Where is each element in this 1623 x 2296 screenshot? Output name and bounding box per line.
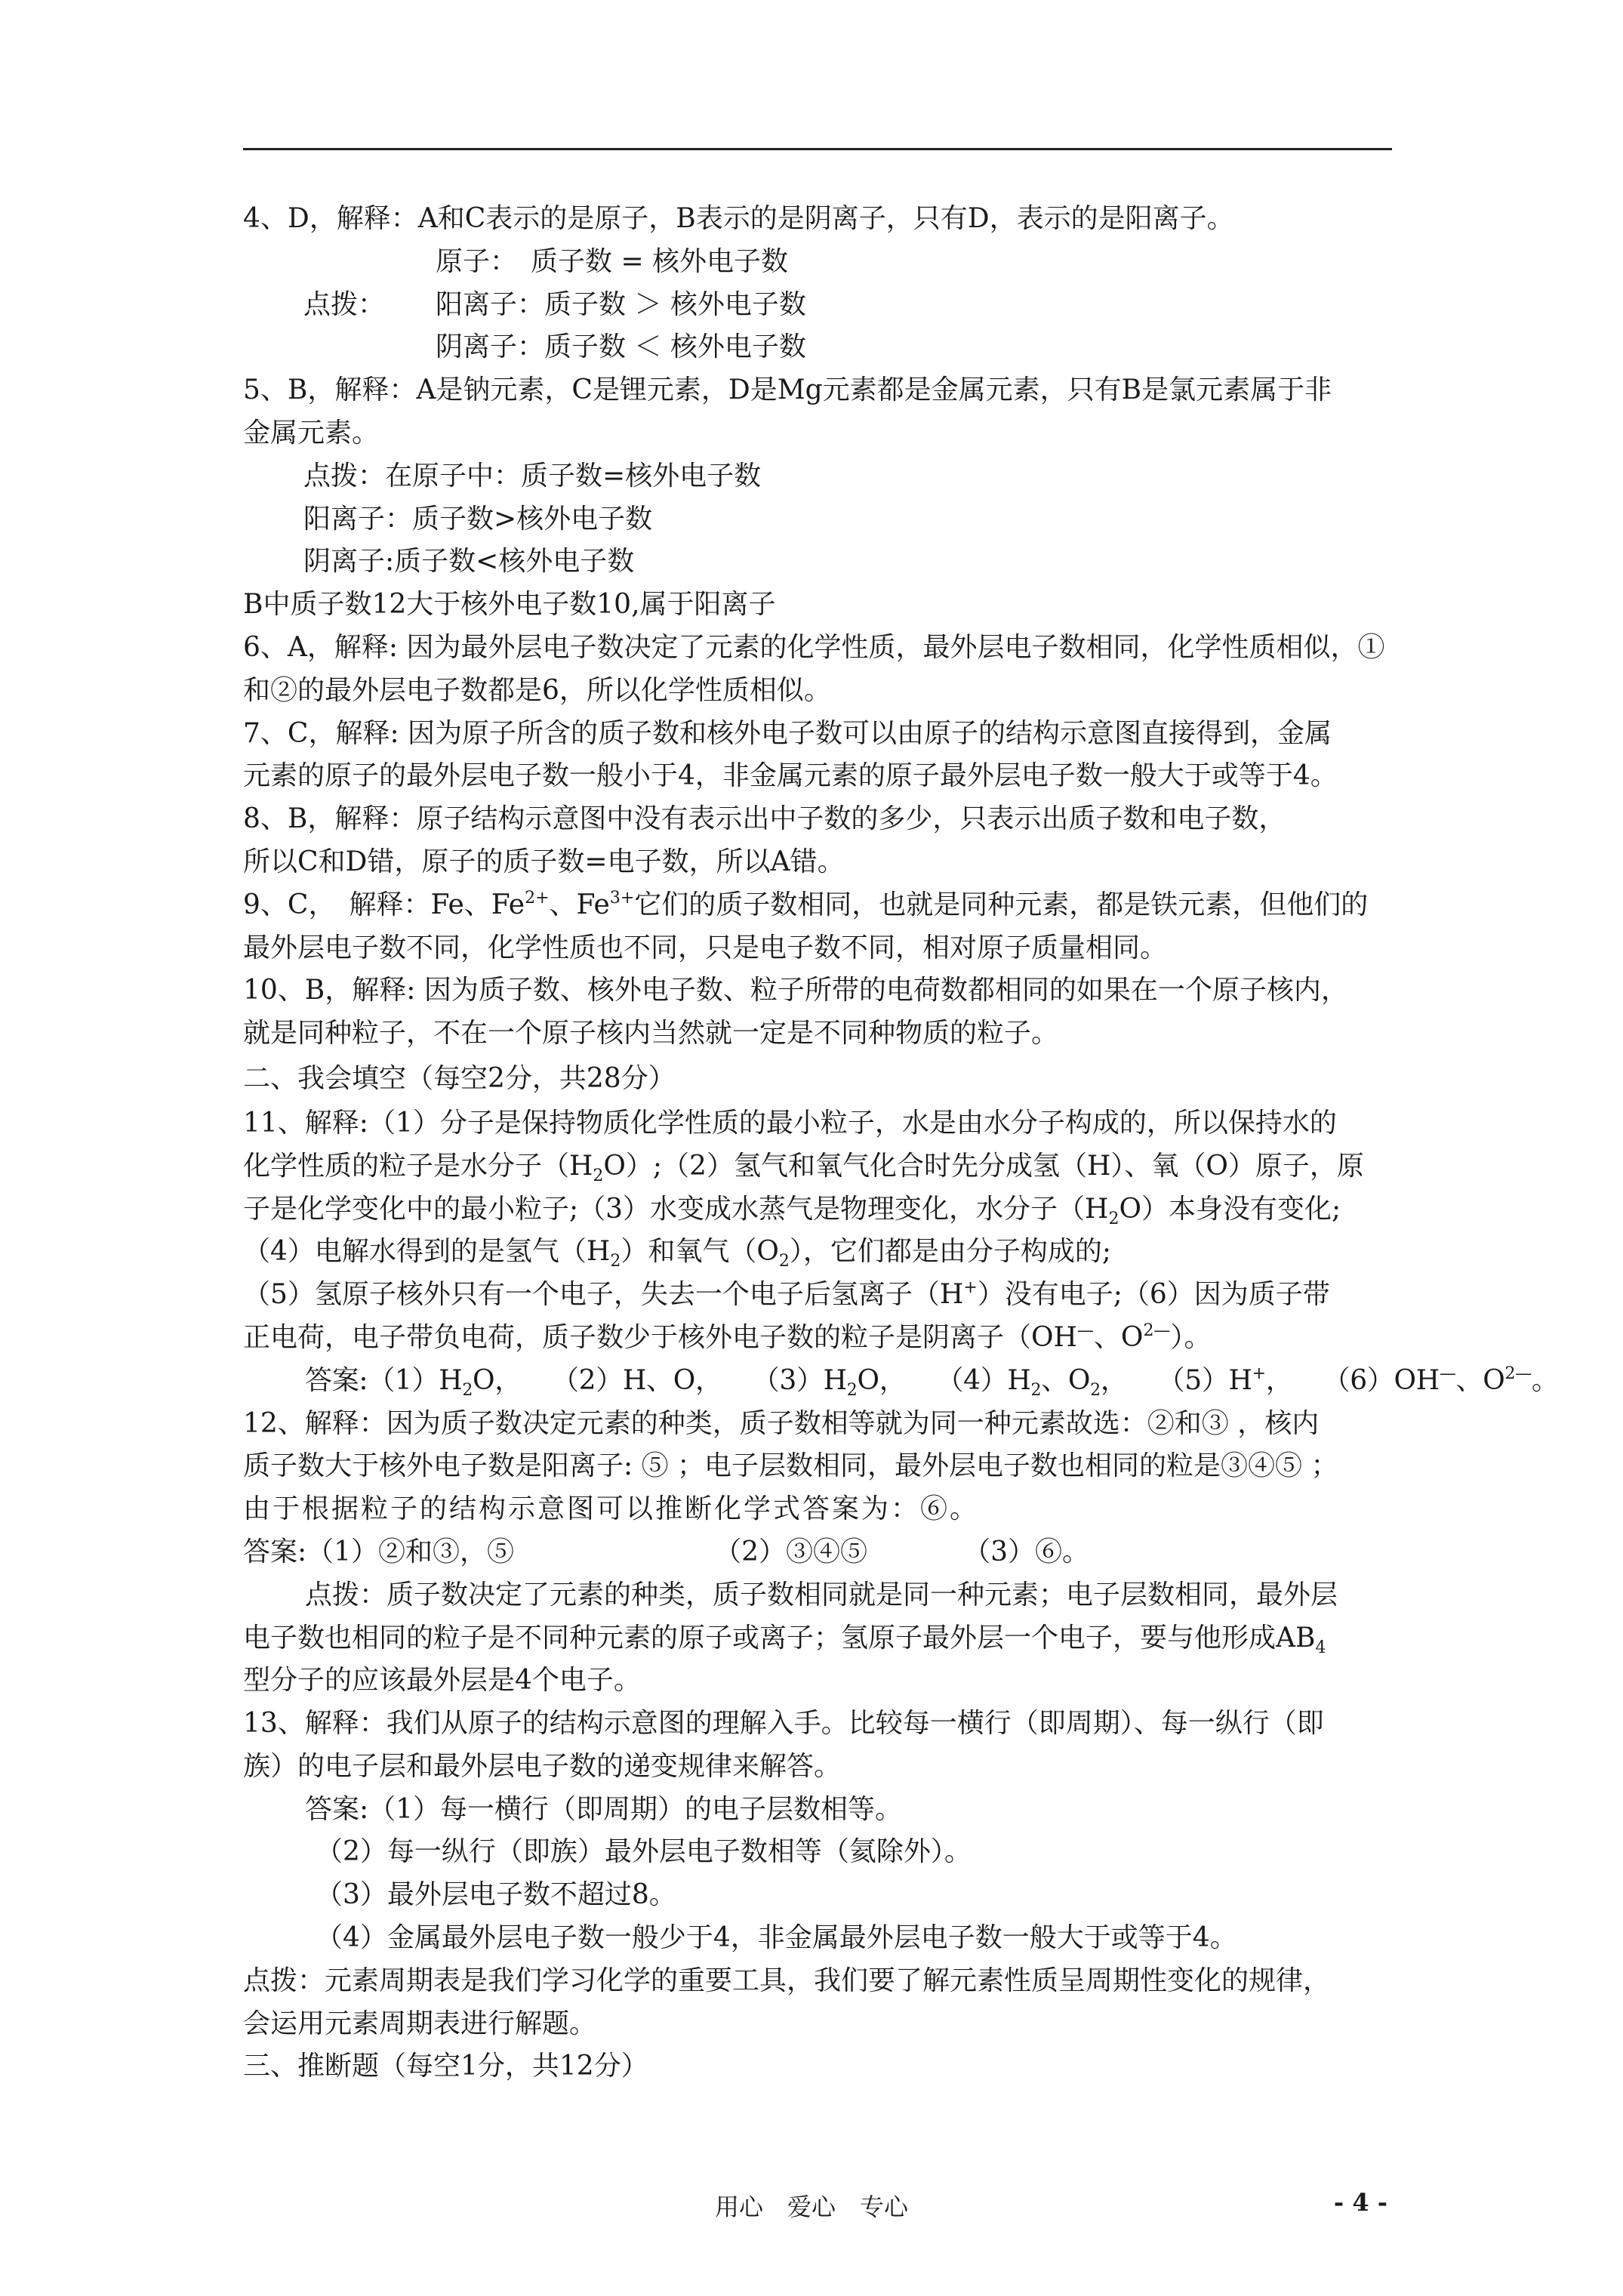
- q11-l3c: O）本身没有变化;: [1119, 1193, 1341, 1225]
- q11-a3e: O，: [857, 1364, 907, 1396]
- q11-l2b: 2: [593, 1166, 604, 1185]
- q9-line1: [243, 884, 1392, 927]
- q12-tip1: 点拨：质子数决定了元素的种类，质子数相同就是同一种元素；电子层数相同，最外层: [305, 1579, 1338, 1610]
- q12-line1: 12、解释：因为质子数决定元素的种类，质子数相等就为同一种元素故选：②和③ ，核内: [243, 1407, 1320, 1439]
- q12-line3: 由于根据粒子的结构示意图可以推断化学式答案为：⑥。: [243, 1493, 980, 1525]
- q4-row-cation: [243, 284, 1392, 327]
- q7-line1: 7、C，解释: 因为原子所含的质子数和核外电子数可以由原子的结构示意图直接得到，金属: [243, 717, 1332, 749]
- q13-ans2: （2）每一纵行（即族）最外层电子数相等（氦除外）。: [316, 1836, 972, 1868]
- q11-a3s: 2: [846, 1380, 858, 1400]
- footer-motto: 用心 爱心 专心: [714, 2193, 908, 2221]
- q11-line5: [243, 1274, 1392, 1317]
- q11-l4c: ）和氧气（O: [621, 1236, 779, 1268]
- q11-line1: 11、解释:（1）分子是保持物质化学性质的最小粒子，水是由水分子构成的，所以保持水的: [243, 1107, 1337, 1139]
- q13-ans3: （3）最外层电子数不超过8。: [316, 1879, 676, 1911]
- q7-line2: 元素的原子的最外层电子数一般小于4，非金属元素的原子最外层电子数一般大于或等于4。: [243, 760, 1338, 792]
- q11-a1s: 2: [462, 1380, 473, 1400]
- q11-l6a: 正电荷，电子带负电荷，质子数少于核外电子数的粒子是阴离子（OH: [243, 1321, 1077, 1353]
- q11-a1e: O，: [473, 1364, 522, 1396]
- q10-line2: 就是同种粒子，不在一个原子核内当然就一定是不同种物质的粒子。: [243, 1018, 1059, 1049]
- q4-row-atom: [243, 241, 1392, 284]
- q11-a4s: 2: [1030, 1380, 1042, 1400]
- q11-l3a: 子是化学变化中的最小粒子;（3）水变成水蒸气是物理变化，水分子（H: [243, 1193, 1109, 1225]
- q13-ans1: 答案:（1）每一横行（即周期）的电子层数相等。: [305, 1793, 903, 1825]
- section3-heading: 三、推断题（每空1分，共12分）: [243, 2051, 648, 2082]
- q8-line1: 8、B，解释：原子结构示意图中没有表示出中子数的多少，只表示出质子数和电子数，: [243, 803, 1286, 835]
- q11-a3: （3）H: [752, 1364, 847, 1396]
- q5-tip3: 阴离子:质子数<核外电子数: [303, 546, 635, 578]
- q8-line2: 所以C和D错，原子的质子数=电子数，所以A错。: [243, 846, 845, 877]
- q6-line2: 和②的最外层电子数都是6，所以化学性质相似。: [243, 674, 831, 706]
- q11-a4: （4）H: [936, 1364, 1031, 1396]
- q11-l5a: （5）氢原子核外只有一个电子，失去一个电子后氢离子（H: [243, 1279, 964, 1311]
- q13-tip1: 点拨：元素周期表是我们学习化学的重要工具，我们要了解元素性质呈周期性变化的规律，: [243, 1965, 1331, 1996]
- q9-sup2: 3+: [609, 888, 635, 908]
- page-content: [243, 198, 1559, 2088]
- q11-l6d: 2—: [1143, 1321, 1171, 1340]
- q9-post: 它们的质子数相同，也就是同种元素，都是铁元素，但他们的: [634, 889, 1369, 920]
- q13-line1: 13、解释：我们从原子的结构示意图的理解入手。比较每一横行（即周期）、每一纵行（即: [243, 1708, 1324, 1740]
- q11-a6e: 。: [1531, 1364, 1559, 1396]
- q11-line3: [243, 1188, 1392, 1231]
- q12-ans3: （3）⑥。: [963, 1536, 1090, 1567]
- q11-l2c: O）;（2）氢气和氧气化合时先分成氢（H）、氧（O）原子，原: [603, 1150, 1364, 1182]
- q12-tip2a: 电子数也相同的粒子是不同种元素的原子或离子；氢原子最外层一个电子，要与他形成AB: [243, 1622, 1316, 1653]
- q11-l4a: （4）电解水得到的是氢气（H: [243, 1236, 611, 1268]
- q11-line4: [243, 1231, 1392, 1274]
- q4-line1: 4、D，解释：A和C表示的是原子，B表示的是阴离子，只有D，表示的是阳离子。: [243, 203, 1234, 234]
- q11-a6m: 、O: [1455, 1364, 1505, 1396]
- q11-l4b: 2: [610, 1252, 621, 1271]
- page-number: - 4 -: [1333, 2188, 1387, 2217]
- q11-l6b: —: [1076, 1321, 1094, 1340]
- header-rule: [243, 148, 1392, 150]
- q4-row-atom-text: 原子： 质子数 = 核外电子数: [436, 245, 789, 277]
- q4-row-anion-text: 阴离子：质子数 ＜ 核外电子数: [436, 331, 806, 363]
- q11-l2a: 化学性质的粒子是水分子（H: [243, 1150, 593, 1182]
- q5-tip1: 点拨：在原子中：质子数=核外电子数: [303, 460, 762, 492]
- q11-a6: （6）OH: [1323, 1364, 1440, 1396]
- q11-l6c: 、O: [1093, 1321, 1144, 1353]
- q13-ans4: （4）金属最外层电子数一般少于4，非金属最外层电子数一般大于或等于4。: [316, 1922, 1237, 1954]
- q11-a4e: ，: [1100, 1364, 1128, 1396]
- q11-l5b: +: [963, 1278, 978, 1298]
- q4-row-cation-text: 阳离子：质子数 ＞ 核外电子数: [436, 288, 806, 320]
- q13-line2: 族）的电子层和最外层电子数的递变规律来解答。: [243, 1750, 842, 1782]
- page-footer: [0, 2188, 1623, 2224]
- q11-a6s: —: [1439, 1364, 1456, 1383]
- q9-sup1: 2+: [525, 888, 550, 908]
- q13-tip2: 会运用元素周期表进行解题。: [243, 2008, 597, 2039]
- q5-tip2: 阳离子：质子数>核外电子数: [303, 503, 653, 535]
- q12-line2: 质子数大于核外电子数是阳离子: ⑤ ；电子层数相同，最外层电子数也相同的粒是③④⑤ ；: [243, 1450, 1338, 1482]
- q4-row-anion: [243, 326, 1392, 369]
- q11-l4e: ），它们都是由分子构成的;: [789, 1236, 1111, 1268]
- q5-line3: B中质子数12大于核外电子数10,属于阳离子: [243, 589, 776, 621]
- q9-line2: 最外层电子数不同，化学性质也不同，只是电子数不同，相对原子质量相同。: [243, 932, 1168, 963]
- q12-ans1: （1）②和③，⑤: [306, 1536, 515, 1567]
- q11-a5e: ，: [1265, 1364, 1293, 1396]
- q9-mid: 、Fe: [549, 889, 610, 920]
- q12-tip2b: 4: [1315, 1638, 1326, 1657]
- q11-l5c: ）没有电子;（6）因为质子带: [977, 1279, 1330, 1311]
- q11-a4s2: 2: [1090, 1380, 1101, 1400]
- q11-a5s: +: [1252, 1364, 1266, 1383]
- q12-ans-label: 答案:: [243, 1536, 307, 1567]
- q11-l4d: 2: [778, 1252, 790, 1271]
- section2-heading: 二、我会填空（每空2分，共28分）: [243, 1062, 676, 1094]
- q11-l6e: ）。: [1170, 1321, 1212, 1353]
- q11-a5: （5）H: [1157, 1364, 1252, 1396]
- q11-a1: 答案:（1）H: [305, 1364, 463, 1396]
- q11-line2: [243, 1145, 1392, 1188]
- q11-a2: （2）H、O，: [551, 1364, 722, 1396]
- q11-answer: [243, 1360, 1559, 1403]
- q12-answer: [243, 1531, 1392, 1574]
- q12-tip3: 型分子的应该最外层是4个电子。: [243, 1665, 641, 1697]
- q11-a6s2: 2—: [1504, 1364, 1532, 1383]
- q12-ans2: （2）③④⑤: [714, 1536, 868, 1567]
- q6-line1: 6、A，解释: 因为最外层电子数决定了元素的化学性质，最外层电子数相同，化学性质相似，①: [243, 631, 1385, 663]
- q9-pre: 9、C， 解释：Fe、Fe: [243, 889, 525, 920]
- q12-tip2: [243, 1617, 1392, 1660]
- q11-a4m: 、O: [1041, 1364, 1091, 1396]
- q5-line1: 5、B，解释：A是钠元素，C是锂元素，D是Mg元素都是金属元素，只有B是氯元素属于非: [243, 374, 1332, 406]
- q4-dianbo-label: 点拨：: [303, 288, 386, 320]
- q11-line6: [243, 1317, 1392, 1360]
- q5-line2: 金属元素。: [243, 417, 380, 448]
- q10-line1: 10、B，解释: 因为质子数、核外电子数、粒子所带的电荷数都相同的如果在一个原子核内，: [243, 975, 1348, 1006]
- q11-l3b: 2: [1108, 1209, 1119, 1228]
